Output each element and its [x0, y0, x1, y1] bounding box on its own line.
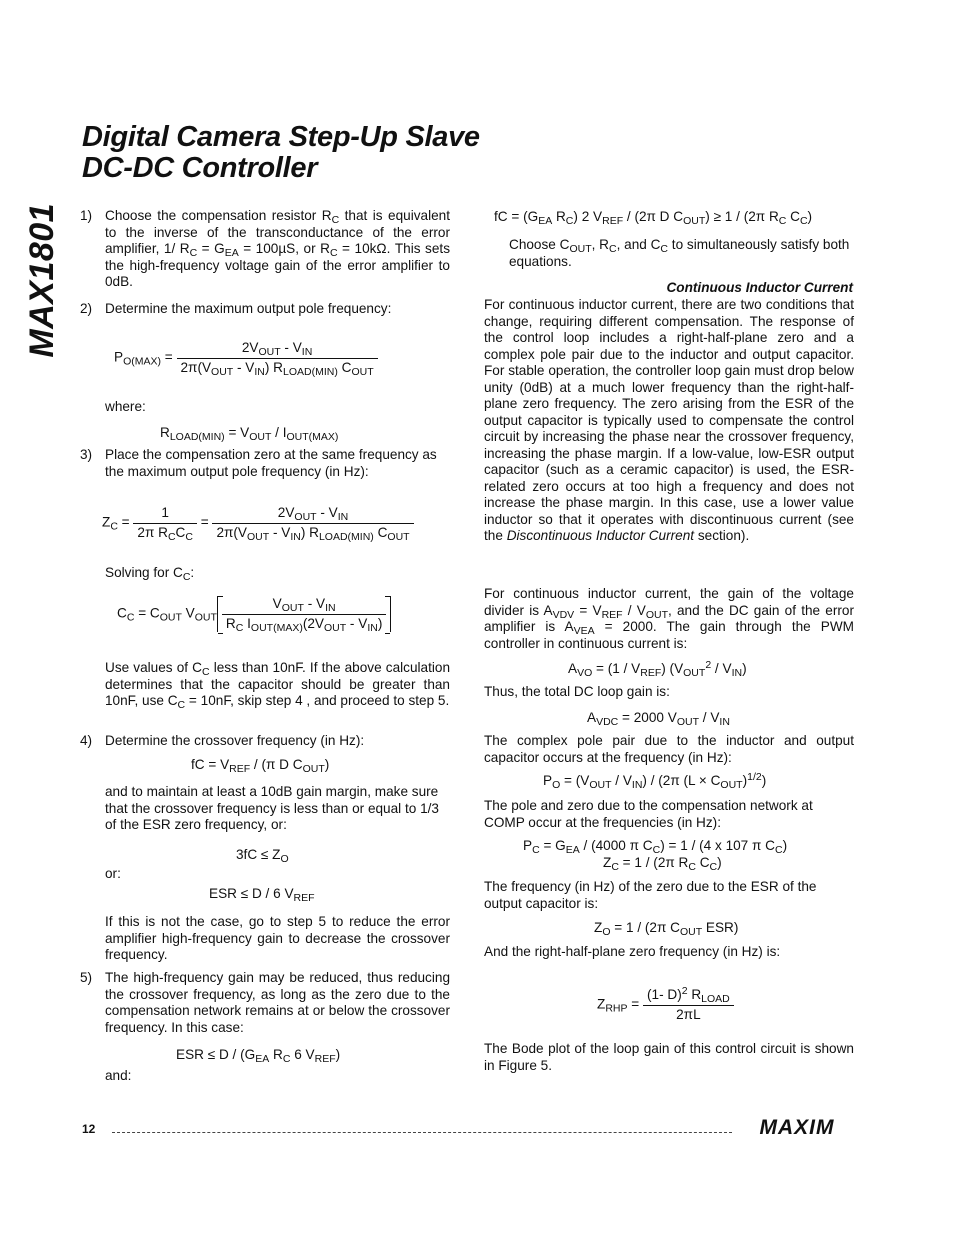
or-label: or: — [105, 866, 121, 881]
footer-rule — [112, 1132, 732, 1133]
equation-fc: fC = $V_{REF} / (\pi$ D $C_{OUT}$) — [191, 757, 330, 775]
solving-label: Solving for $C_C$: — [105, 565, 195, 583]
complex-pole-text: The complex pole pair due to the inductor and output capacitor occurs at the frequency (in Hz): — [484, 733, 854, 765]
gain-margin-text: and to maintain at least a 10dB gain margin, make sure that the crossover frequency is less than or equal to 1/3 of the ESR zero frequency, or: — [105, 784, 439, 832]
and-label: and: — [105, 1068, 132, 1083]
equation-pc: $P_C = G_{EA} / (4000$ π $C_C) = 1 / (4$ x 107 π $C_C$) — [523, 838, 788, 856]
equation-3fc: $3fC \le Z_O$ — [236, 847, 289, 865]
title-line-2: DC-DC Controller — [82, 152, 318, 184]
equation-fc-gea: fC = ($G_{EA}$ $R_C$) 2 $V_{REF} / (2\pi$ D $C_{OUT}) \ge 1 / (2\pi$ $R_C$ $C_C$) — [494, 209, 813, 227]
step-5-text: The high-frequency gain may be reduced, thus reducing the crossover frequency, as long as the zero due to the compensation network remains at or below the crossover frequency. In this case: — [105, 970, 450, 1035]
bode-text: The Bode plot of the loop gain of this control circuit is shown in Figure 5. — [484, 1041, 854, 1073]
equation-zo: $Z_O = 1 / (2\pi$ $C_{OUT}$ ESR) — [594, 920, 739, 938]
step-5: 5) The high-frequency gain may be reduced, thus reducing the crossover frequency, as long as the zero due to the compensation network remains at or below the crossover frequency. In this case: — [80, 970, 450, 1035]
step-2-text: Determine the maximum output pole frequency: — [105, 300, 392, 316]
equation-rload: $R_{LOAD(MIN)} = V_{OUT} / I_{OUT(MAX)}$ — [160, 425, 339, 443]
equation-avo: $A_{VO} = (1 / V_{REF})$ $(V_{OUT}^2 / V_{IN})$ — [568, 659, 747, 679]
equation-zc: $Z_C$ = $\frac{1}{2\pi R_CC_C}$ = $\frac{2V_{OUT} - V_{IN}}{2\pi(V_{OUT} - V_{IN}) R_{LOAD(MIN)} C_{OUT}}$ — [102, 505, 414, 541]
pole-zero-text: The pole and zero due to the compensation network at COMP occur at the frequencies (in Hz): — [484, 798, 813, 830]
step-4: 4) Determine the crossover frequency (in Hz): — [80, 733, 450, 750]
use-values-text: Use values of $C_C$ less than 10nF. If the above calculation determines that the capacitor should be greater than 10nF, use $C_C = 10nF$, skip step 4 , and proceed to step 5. — [105, 660, 451, 711]
rhp-text: And the right-half-plane zero frequency (in Hz) is: — [484, 944, 781, 959]
section-heading: Continuous Inductor Current — [666, 280, 853, 295]
svg-text:MAXIM: MAXIM — [759, 1116, 835, 1138]
continuous-paragraph: For continuous inductor current, there are two conditions that change, requiring different compensation. The response of the control loop includes a right-half-plane zero and a complex pole pair due to the inductor and output capacitor. For stable operation, the controller loop gain must drop below unity (0dB) at a much lower frequency than the right-half-plane zero frequency. The zero arising from the ESR of the output capacitor is typically used to compensate the control circuit by increasing the phase near the crossover frequency, increasing the phase margin. If a low-value, low-ESR output capacitor (such as a ceramic capacitor) is used, the ESR-related zero occurs at too high a frequency and does not increase the phase margin. In this case, use a lower value inductor so that it operates with discontinuous current (see the Discontinuous Inductor Current section). — [484, 297, 854, 543]
page-title — [82, 122, 480, 184]
left-column — [80, 208, 450, 317]
thus-text: Thus, the total DC loop gain is: — [484, 684, 670, 699]
equation-zc2: $Z_C = 1 / (2\pi$ $R_C$ $C_C$) — [603, 855, 722, 873]
page-number: 12 — [82, 1122, 96, 1136]
equation-avdc: $A_{VDC} = 2000$ $V_{OUT} / V_{IN}$ — [587, 710, 730, 728]
step-3-text: Place the compensation zero at the same frequency as the maximum output pole frequency (in Hz): — [105, 447, 437, 479]
title-line-1: Digital Camera Step-Up Slave — [82, 121, 480, 153]
step-2: 2) Determine the maximum output pole frequency: — [80, 301, 450, 318]
if-not-text: If this is not the case, go to step 5 to reduce the error amplifier high-frequency gain to decrease the crossover frequency. — [105, 914, 450, 962]
equation-esr: ESR ≤ D / 6 $V_{REF}$ — [209, 886, 315, 904]
voltage-divider-paragraph: For continuous inductor current, the gain of the voltage divider is $A_{VDV} = V_{REF} / V_{OUT}$, and the DC gain of the error amplifier is $A_{VEA} = 2000$. The gain through the PWM controller in continuous current is: — [484, 586, 855, 651]
where-label: where: — [105, 399, 146, 414]
esr-zero-text: The frequency (in Hz) of the zero due to the ESR of the output capacitor is: — [484, 879, 817, 911]
maxim-logo — [740, 1116, 854, 1138]
step-3: 3) Place the compensation zero at the same frequency as the maximum output pole frequency (in Hz): — [80, 447, 450, 480]
equation-pomax: $P_{O(MAX)}$ = $\frac{2V_{OUT} - V_{IN}}{2\pi(V_{OUT} - V_{IN}) R_{LOAD(MIN)} C_{OUT}}$ — [114, 340, 378, 376]
choose-text: Choose $C_{OUT}$, $R_C$, and $C_C$ to simultaneously satisfy both equations. — [509, 237, 850, 269]
equation-esr-gea: ESR ≤ D / ($G_{EA}$ $R_C$ 6 $V_{REF}$) — [176, 1047, 341, 1065]
step-4-text: Determine the crossover frequency (in Hz): — [105, 733, 365, 748]
equation-po: $P_O = (V_{OUT} / V_{IN}) / (2\pi$ $(L \times C_{OUT})^{1/2}$) — [543, 771, 767, 791]
equation-cc: $C_C = C_{OUT}$ $V_{OUT}$ $\frac{V_{OUT} - V_{IN}}{R_C I_{OUT(MAX)}(2V_{OUT} - V_{IN})}$ — [117, 596, 391, 632]
sidebar-part-number: MAX1801 — [22, 202, 61, 358]
step-1: 1) Choose the compensation resistor $R_C$ that is equivalent to the inverse of the transconductance of the error amplifier, 1/ $R_C = G_{EA} = 100\mu S$, or $R_C = 10k\Omega$. This sets the high-frequency voltage gain of the error amplifier to 0dB. — [80, 208, 450, 289]
step-1-text: Choose the compensation resistor $R_C$ that is equivalent to the inverse of the transconductance of the error amplifier, 1/ $R_C = G_{EA} = 100\mu S$, or $R_C = 10k\Omega$. This sets the high-frequency voltage gain of the error amplifier to 0dB. — [105, 208, 450, 289]
equation-zrhp: $Z_{RHP}$ = $\frac{(1- D)^2 R_{LOAD}}{2\pi L}$ — [597, 987, 734, 1023]
